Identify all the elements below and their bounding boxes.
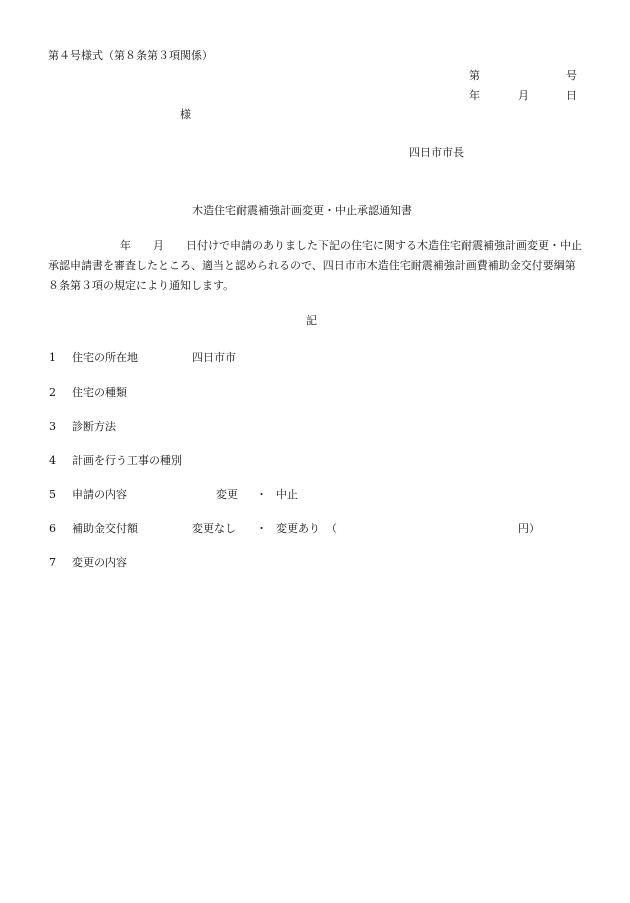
item-4 (0, 454, 630, 468)
option-no-change: 変更なし (192, 522, 236, 535)
item-2 (0, 386, 630, 400)
doc-number-prefix: 第 (469, 69, 480, 82)
item-number: 6 (49, 522, 56, 535)
option-with-change: 変更あり (276, 522, 320, 535)
item-label: 住宅の所在地 (72, 351, 138, 364)
amount-paren-open: （ (326, 522, 337, 535)
date-year: 年 (469, 89, 480, 102)
body-month: 月 (153, 239, 164, 252)
body-text: 日付けで申請のありました下記の住宅に関する木造住宅耐震補強計画変更・中止承認申請書を審査したところ、適当と認められるので、四日市市木造住宅耐震補強計画費補助金交付要綱第８条第３項の規定により通知します。 (48, 239, 582, 292)
item-label: 申請の内容 (72, 488, 127, 501)
body-paragraph (48, 236, 582, 296)
item-label: 診断方法 (72, 420, 116, 433)
item-label: 補助金交付額 (72, 522, 138, 535)
item-5 (0, 488, 630, 502)
option-change: 変更 (216, 488, 238, 501)
item-value: 四日市市 (192, 351, 236, 364)
addressee-honorific: 様 (180, 108, 191, 121)
item-number: 2 (49, 386, 56, 399)
item-label: 変更の内容 (72, 556, 127, 569)
item-7 (0, 556, 630, 570)
item-6 (0, 522, 630, 536)
item-number: 5 (49, 488, 56, 501)
date-day: 日 (566, 89, 577, 102)
item-1 (0, 351, 630, 365)
option-separator: ・ (256, 488, 267, 501)
doc-number-suffix: 号 (566, 69, 577, 82)
item-number: 1 (49, 351, 56, 364)
document-title: 木造住宅耐震補強計画変更・中止承認通知書 (192, 204, 412, 217)
item-number: 4 (49, 454, 56, 467)
item-number: 7 (49, 556, 56, 569)
item-number: 3 (49, 420, 56, 433)
issuer: 四日市市長 (409, 146, 464, 159)
body-year: 年 (120, 239, 131, 252)
item-label: 住宅の種類 (72, 386, 127, 399)
form-number: 第４号様式（第８条第３項関係） (48, 49, 213, 62)
amount-yen-close: 円） (518, 522, 540, 535)
item-3 (0, 420, 630, 434)
date-month: 月 (518, 89, 529, 102)
item-label: 計画を行う工事の種別 (72, 454, 182, 467)
option-cancel: 中止 (276, 488, 298, 501)
ki-heading: 記 (306, 314, 317, 327)
option-separator: ・ (256, 522, 267, 535)
